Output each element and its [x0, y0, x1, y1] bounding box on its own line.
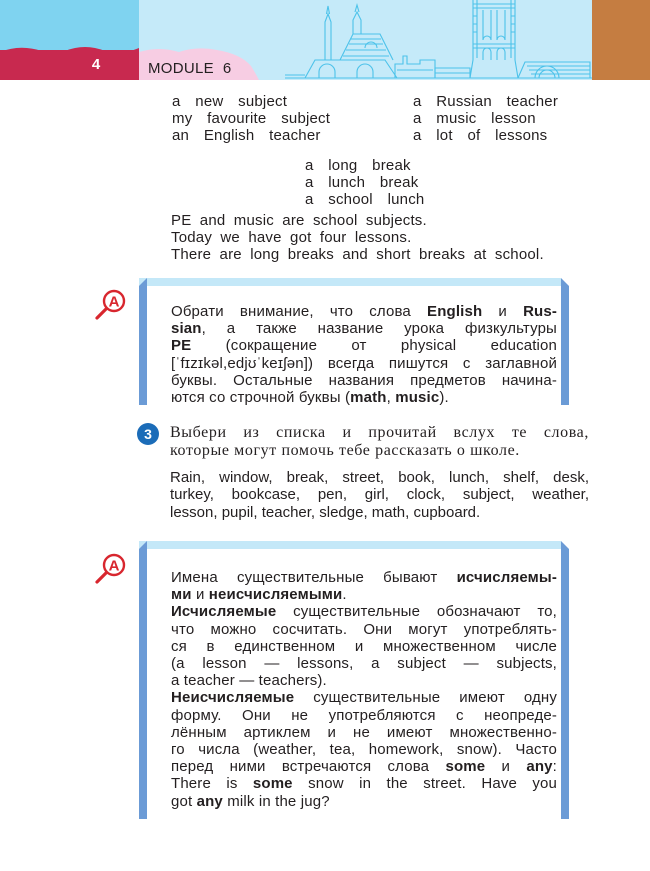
example-sentence: PE and music are school subjects.	[171, 212, 427, 229]
text-run: форму. Они не употребляются с неопреде-	[171, 706, 557, 724]
word-list-line: lesson, pupil, teacher, sledge, math, cupboard.	[170, 503, 481, 521]
text-run: snow in the street. Have you	[292, 775, 557, 793]
exercise-word-list	[170, 469, 589, 521]
text-run: и	[191, 586, 209, 604]
text-run: существительные имеют одну	[294, 689, 557, 707]
box-right-border	[561, 278, 569, 405]
rule-text	[171, 569, 557, 810]
text-run: перед ними встречаются слова	[171, 758, 446, 776]
rule-line	[171, 707, 557, 724]
example-sentence: There are long breaks and short breaks at school.	[171, 246, 544, 264]
phrase-item: my favourite subject	[172, 110, 331, 128]
phrase-list-right	[413, 93, 558, 145]
text-run: , а также название урока физкультуры	[201, 320, 557, 338]
rule-box-countable-nouns	[139, 541, 569, 819]
text-run: существительные обозначают то,	[276, 603, 557, 621]
bold-term: music	[395, 389, 440, 407]
rule-line	[171, 775, 557, 792]
rule-line	[171, 389, 557, 406]
phrase-list-left	[172, 93, 330, 145]
bold-term: sian	[171, 320, 202, 338]
text-run: got	[171, 792, 197, 810]
bold-term: English	[427, 303, 483, 320]
bold-term: some	[252, 775, 293, 793]
phrase-item: a new subject	[172, 93, 288, 110]
rule-line	[171, 355, 557, 372]
svg-text:A: A	[108, 557, 120, 575]
rule-line	[171, 586, 557, 603]
bold-term: Rus-	[523, 303, 557, 320]
bold-term: any	[526, 758, 553, 776]
rule-line	[171, 689, 557, 706]
text-run: ся в единственном и множественном числе	[171, 637, 557, 655]
text-run: буквы. Остальные названия предметов начина-	[171, 371, 557, 389]
exercise-number-badge: 3	[137, 423, 159, 445]
box-left-border	[139, 541, 147, 819]
text-run: ).	[439, 389, 449, 407]
phrase-item: a long break	[305, 157, 411, 174]
phrase-item: an English teacher	[172, 127, 321, 145]
header-right-accent	[592, 0, 650, 80]
bold-term: ми	[171, 586, 192, 604]
rule-line	[171, 337, 557, 354]
text-run: Обрати внимание, что слова	[171, 303, 428, 320]
example-sentences	[171, 212, 544, 264]
rule-line	[171, 741, 557, 758]
rule-line	[171, 724, 557, 741]
rule-line	[171, 758, 557, 775]
word-list-line: turkey, bookcase, pen, girl, clock, subject, weather,	[170, 486, 589, 504]
svg-text:A: A	[108, 293, 120, 311]
page-number: 4	[91, 56, 101, 73]
word-list-line: Rain, window, break, street, book, lunch, shelf, desk,	[170, 469, 589, 486]
box-left-border	[139, 278, 147, 405]
rule-line	[171, 569, 557, 586]
bold-term: Неисчисляемые	[171, 689, 295, 707]
phrase-item: a lunch break	[305, 174, 419, 192]
text-run: лённым артиклем и не имеют множественно-	[171, 723, 557, 741]
rule-line	[171, 655, 557, 672]
page-number-tab	[0, 50, 139, 80]
city-skyline-illustration	[285, 0, 595, 80]
rule-line	[171, 638, 557, 655]
text-run: [ˈfɪzɪkəl,edjʊˈkeɪʃən]) всегда пишутся с заглавной	[171, 354, 557, 372]
box-top-border	[139, 541, 569, 549]
text-run: ются со строчной буквы (	[171, 389, 351, 407]
text-run: There is	[171, 775, 253, 793]
rule-line	[171, 672, 557, 689]
phrase-item: a music lesson	[413, 110, 536, 128]
rule-line	[171, 320, 557, 337]
attention-magnifier-icon	[93, 552, 127, 586]
rule-line	[171, 372, 557, 389]
text-run: milk in the jug?	[222, 792, 330, 810]
bold-term: any	[196, 792, 223, 810]
text-run: Имена существительные бывают	[171, 569, 457, 586]
bold-term: исчисляемы-	[456, 569, 557, 586]
text-run: :	[552, 758, 557, 776]
page-header	[0, 0, 650, 80]
bold-term: math	[350, 389, 387, 407]
text-run: .	[342, 586, 347, 604]
bold-term: неисчисляемыми	[208, 586, 343, 604]
text-run: и	[482, 303, 524, 320]
box-right-border	[561, 541, 569, 819]
example-sentence: Today we have got four lessons.	[171, 229, 412, 247]
phrase-list-center	[305, 157, 424, 209]
bold-term: PE	[171, 337, 192, 355]
rule-line	[171, 793, 557, 810]
text-run: что можно сосчитать. Они могут употреблять-	[171, 620, 557, 638]
box-top-border	[139, 278, 569, 286]
phrase-item: a school lunch	[305, 191, 425, 209]
bold-term: Исчисляемые	[171, 603, 277, 621]
exercise-instruction	[170, 424, 589, 459]
text-run: a teacher — teachers).	[171, 672, 327, 690]
phrase-item: a lot of lessons	[413, 127, 548, 145]
attention-magnifier-icon	[93, 288, 127, 322]
rule-text	[171, 303, 557, 406]
text-run: (a lesson — lessons, a subject — subjects,	[171, 655, 557, 673]
module-label: MODULE 6	[148, 60, 232, 77]
instruction-line: Выбери из списка и прочитай вслух те слова,	[170, 424, 589, 441]
bold-term: some	[445, 758, 486, 776]
rule-line	[171, 303, 557, 320]
instruction-line: которые могут помочь тебе рассказать о школе.	[170, 441, 520, 459]
rule-line	[171, 603, 557, 620]
text-run: (сокращение от physical education	[191, 337, 557, 355]
rule-line	[171, 621, 557, 638]
phrase-item: a Russian teacher	[413, 93, 559, 110]
text-run: ,	[386, 389, 396, 407]
text-run: го числа (weather, tea, homework, snow). Часто	[171, 741, 557, 759]
text-run: и	[485, 758, 527, 776]
rule-box-capitalization	[139, 278, 569, 405]
